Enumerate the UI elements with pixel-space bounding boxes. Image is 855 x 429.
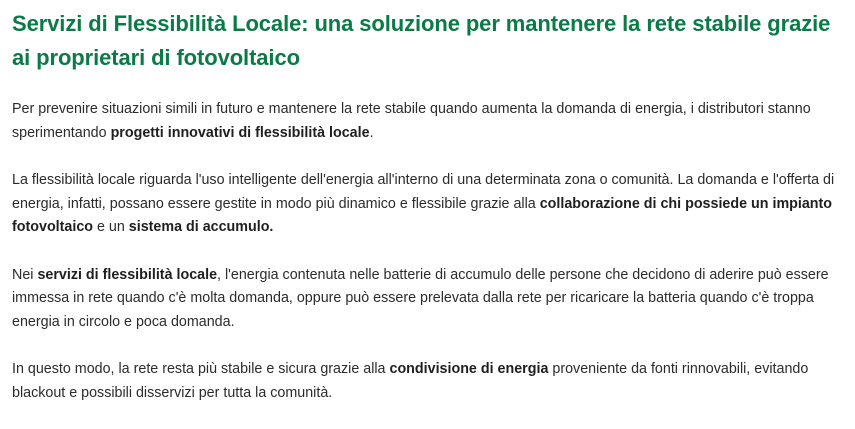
bold-text: servizi di flessibilità locale (37, 266, 218, 283)
bold-text: condivisione di energia (389, 361, 549, 377)
paragraph-text: . (369, 124, 374, 141)
paragraph-text: Per prevenire situazioni simili in futuro e mantenere la rete stabile quando aumenta la domanda di energia, i distributori stanno sperimentando (12, 101, 811, 141)
bold-text: progetti innovativi di flessibilità locale (110, 124, 370, 141)
paragraph-2 (12, 169, 842, 240)
paragraph-4 (12, 358, 842, 405)
paragraph-text: La flessibilità locale riguarda l'uso intelligente dell'energia all'interno di una determinata zona o comunità. La domanda e l'offerta di energia, infatti, possano essere gestite in modo più dinamico e flessibile grazie alla (12, 172, 835, 212)
paragraph-text: proveniente da fonti rinnovabili, evitando blackout e possibili disservizi per tutta la comunità. (12, 361, 809, 401)
paragraph-text: Nei (12, 266, 38, 283)
paragraph-1 (12, 98, 842, 145)
paragraph-text: In questo modo, la rete resta più stabile e sicura grazie alla (12, 361, 390, 377)
paragraph-text: e un (93, 219, 129, 235)
article-title: Servizi di Flessibilità Locale: una soluzione per mantenere la rete stabile grazie ai proprietari di fotovoltaico (12, 11, 831, 70)
bold-text: sistema di accumulo. (128, 219, 274, 235)
paragraph-text: , l'energia contenuta nelle batterie di accumulo delle persone che decidono di aderire può essere immessa in rete quando c'è molta domanda, oppure può essere prelevata dalla rete per ricaricare la batteria quando c'è troppa energia in circolo e poca domanda. (12, 266, 829, 330)
article (12, 0, 842, 405)
paragraph-3 (12, 264, 842, 335)
bold-text: collaborazione di chi possiede un impianto fotovoltaico (12, 195, 833, 235)
